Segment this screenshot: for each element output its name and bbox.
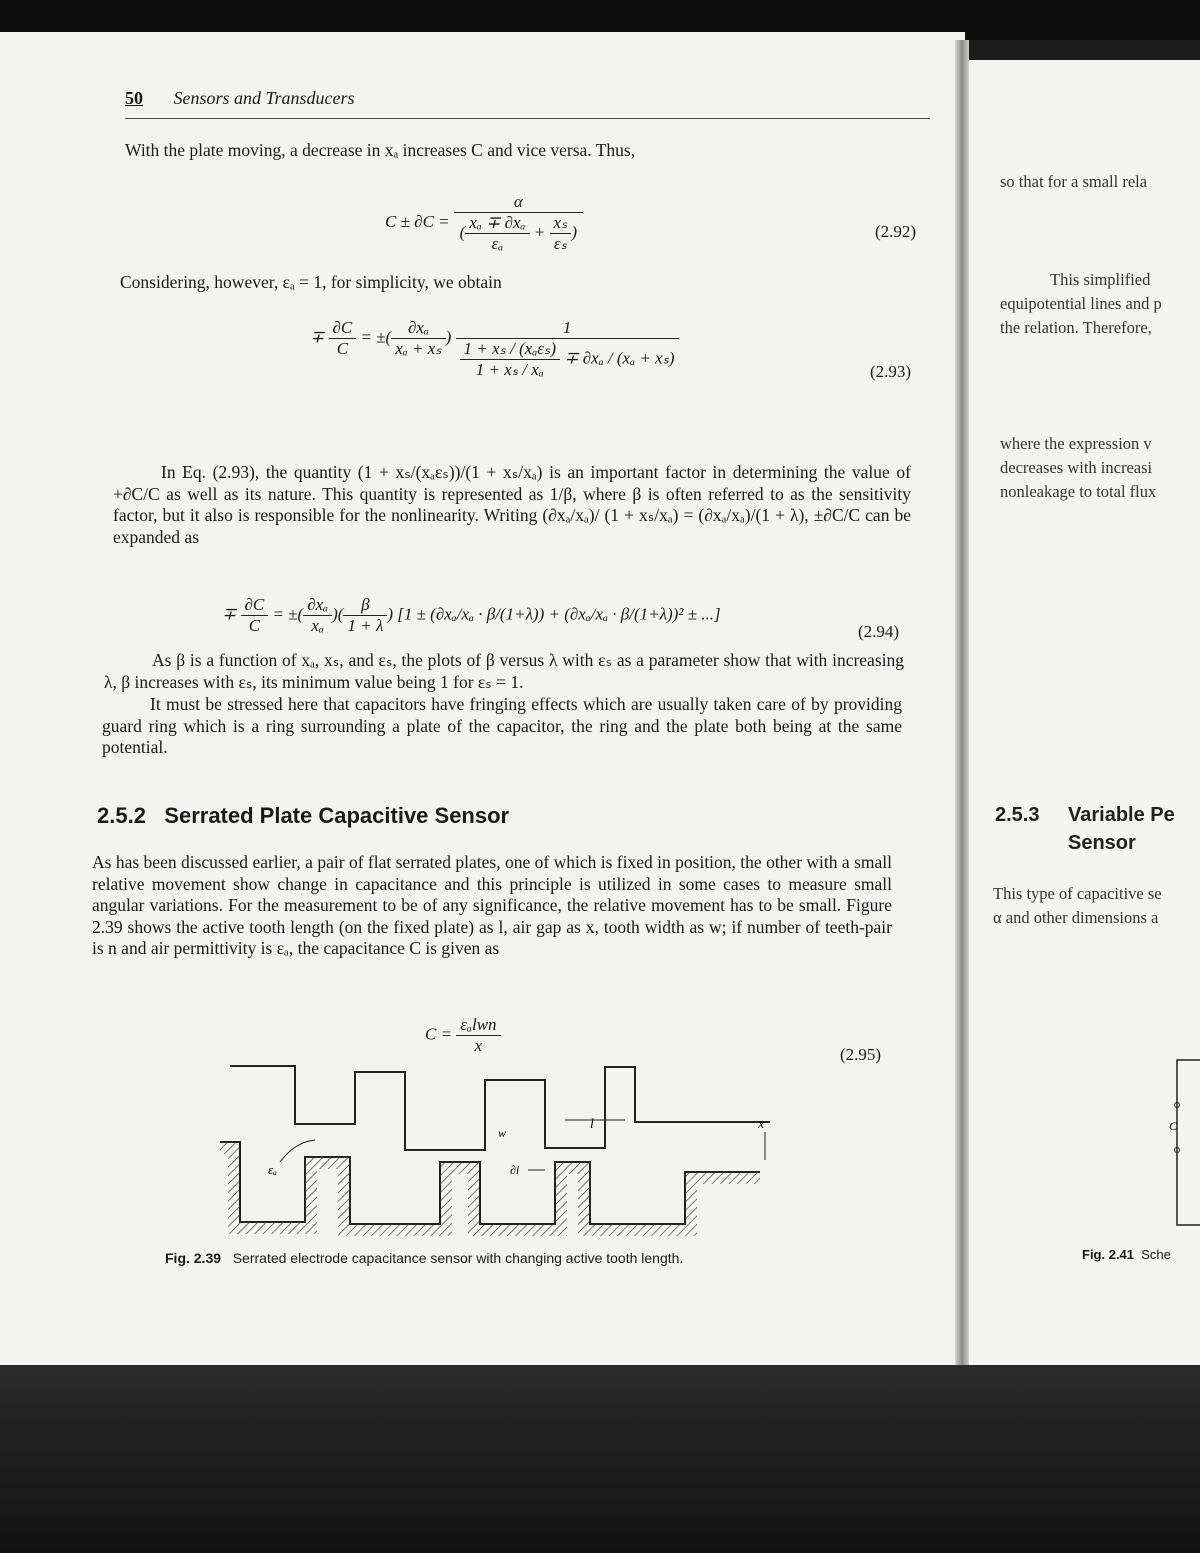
eq294-lhs-num: ∂C <box>241 595 269 616</box>
eq292-den-b: εₐ <box>491 234 504 253</box>
page-number: 50 <box>125 88 143 108</box>
label-w: w <box>498 1126 507 1140</box>
label-x: x <box>758 1117 765 1132</box>
eq293-top: 1 + xₛ / (xₐεₛ) <box>460 339 560 360</box>
eq-number-2-92: (2.92) <box>875 222 917 241</box>
eq295-den: x <box>474 1036 483 1055</box>
eq294-a-den: xₐ <box>311 616 324 635</box>
eq293-one: 1 <box>456 318 679 339</box>
right-line-3: equipotential lines and p <box>1000 294 1162 313</box>
eq294-a: ∂xₐ <box>303 595 332 616</box>
label-epsilon: εₐ <box>268 1162 277 1177</box>
eq293-tail: ∓ ∂xₐ / (xₐ + xₛ) <box>564 348 675 368</box>
eq-number-2-95: (2.95) <box>840 1045 882 1064</box>
running-header <box>125 88 355 109</box>
eq293-lhs-den: C <box>336 339 349 358</box>
caption-number: Fig. 2.39 <box>165 1250 222 1266</box>
paragraph-considering: Considering, however, εₐ = 1, for simplicity, we obtain <box>120 272 502 292</box>
paragraph-intro: With the plate moving, a decrease in xₐ increases C and vice versa. Thus, <box>125 140 636 160</box>
figure-serrated-sensor <box>180 1062 780 1242</box>
eq292-lhs: C ± ∂C = <box>385 211 450 231</box>
eq292-den-c: xₛ <box>550 213 572 234</box>
equation-2-93: ∓ $\frac{\partial C}{C}$ = ±( $\frac{\text{∂xₐ}}{\text{xₐ + xₛ}}$ ) 1 $\frac{\text{1 + xₛ / (xₐεₛ)}}{\text{1 + xₛ / xₐ}}$ ∓ ∂xₐ / (xₐ + xₛ) <box>310 318 679 380</box>
equation-2-92 <box>385 192 583 254</box>
eq292-numerator: α <box>454 192 583 213</box>
right-line-7: nonleakage to total flux <box>1000 482 1157 501</box>
eq293-lhs-num: ∂C <box>329 318 357 339</box>
eq293-a-num: ∂xₐ <box>391 318 445 339</box>
right-figure-fragment <box>1165 1055 1200 1230</box>
book-gutter <box>955 40 969 1370</box>
paragraph-sensitivity: In Eq. (2.93), the quantity (1 + xₛ/(xₐεₛ))/(1 + xₛ/xₐ) is an important factor in determining the value of +∂C/C as well as its nature. This quantity is represented as 1/β, where β is often referred to as the sensitivity factor, but it also is responsible for the nonlinearity. Writing (∂xₐ/xₐ)/ (1 + xₛ/xₐ) = (∂xₐ/xₐ)/(1 + λ), ±∂C/C can be expanded as <box>113 462 911 547</box>
eq292-den-d: εₛ <box>553 234 567 253</box>
eq292-den-a: xₐ ∓ ∂xₐ <box>465 213 529 234</box>
paragraph-serrated: As has been discussed earlier, a pair of flat serrated plates, one of which is fixed in position, the other with a small relative movement show change in capacitance and this principle is utilized in some cases to measure small angular variations. For the measurement to be of any significance, the relative movement has to be small. Figure 2.39 shows the active tooth length (on the fixed plate) as l, air gap as x, tooth width as w; if number of teeth-pair is n and air permittivity is εₐ, the capacitance C is given as <box>92 852 892 958</box>
eq293-big-den <box>456 339 679 380</box>
right-heading-title: Variable Pe <box>1068 804 1175 826</box>
right-line-4: the relation. Therefore, <box>1000 318 1152 337</box>
eq294-series: 1 ± (∂xₐ/xₐ · β/(1+λ)) + (∂xₐ/xₐ · β/(1+λ))² ± ... <box>403 604 714 624</box>
right-fig-text: Sche <box>1141 1247 1171 1262</box>
eq293-a-den: xₐ + xₛ <box>395 339 442 358</box>
right-line-6: decreases with increasi <box>1000 458 1153 477</box>
eq-number-2-93: (2.93) <box>870 362 912 381</box>
eq-number-2-94: (2.94) <box>858 622 900 641</box>
paragraph-beta: As β is a function of xₐ, xₛ, and εₛ, the plots of β versus λ with εₛ as a parameter show that with increasing λ, β increases with εₛ, its minimum value being 1 for εₛ = 1. <box>104 650 904 692</box>
figure-caption <box>165 1250 683 1266</box>
eq293-big-fraction <box>456 318 679 380</box>
eq294-b-den: 1 + λ <box>347 616 384 635</box>
header-rule <box>125 118 930 119</box>
lower-serrated-plate <box>220 1142 760 1224</box>
right-heading-title-2: Sensor <box>1068 832 1136 854</box>
right-line-8: This type of capacitive se <box>993 884 1162 903</box>
eq292-fraction <box>454 192 583 254</box>
paragraph-fringing: It must be stressed here that capacitors have fringing effects which are usually taken care of by providing guard ring which is a ring surrounding a plate of the capacitor, the ring and the plate both being at the same potential. <box>102 694 902 757</box>
section-title: Serrated Plate Capacitive Sensor <box>164 803 510 828</box>
label-l: l <box>590 1117 594 1132</box>
right-fig-caption <box>1082 1247 1171 1262</box>
bottom-dark-border <box>0 1365 1200 1553</box>
eq294-lhs-den: C <box>248 616 261 635</box>
eq295-num: εₐlwn <box>456 1015 500 1036</box>
right-fig-label-c: C <box>1169 1119 1178 1133</box>
eq294-b: β <box>343 595 387 616</box>
section-heading <box>97 803 509 829</box>
eq293-bot: 1 + xₛ / xₐ <box>475 360 544 379</box>
section-number: 2.5.2 <box>97 803 146 828</box>
eq292-denominator: ( $\frac{\text{xₐ ∓ ∂xₐ}}{\text{εₐ}}$ + $\frac{\text{xₛ}}{\text{εₛ}}$ ) <box>459 213 578 253</box>
right-line-9: α and other dimensions a <box>993 908 1159 927</box>
right-line-2: This simplified <box>1050 270 1151 289</box>
label-dl: ∂l <box>510 1163 520 1177</box>
right-line-5: where the expression v <box>1000 434 1152 453</box>
book-title: Sensors and Transducers <box>173 88 355 108</box>
right-fig-number: Fig. 2.41 <box>1082 1247 1135 1262</box>
right-line-1: so that for a small rela <box>1000 172 1148 191</box>
equation-2-95 <box>425 1015 501 1056</box>
right-heading-number: 2.5.3 <box>995 804 1040 826</box>
equation-2-94: ∓ $\frac{\partial C}{C}$ = ±( $\frac{\text{∂xₐ}}{\text{xₐ}}$ )( $\frac{\beta}{1 + \lambda}$ ) [1 ± (∂xₐ/xₐ · β/(1+λ)) + (∂xₐ/xₐ · β/(1+λ))² ± ...] <box>222 595 721 635</box>
caption-text: Serrated electrode capacitance sensor with changing active tooth length. <box>232 1250 684 1266</box>
eq295-lhs: C = <box>425 1024 453 1044</box>
